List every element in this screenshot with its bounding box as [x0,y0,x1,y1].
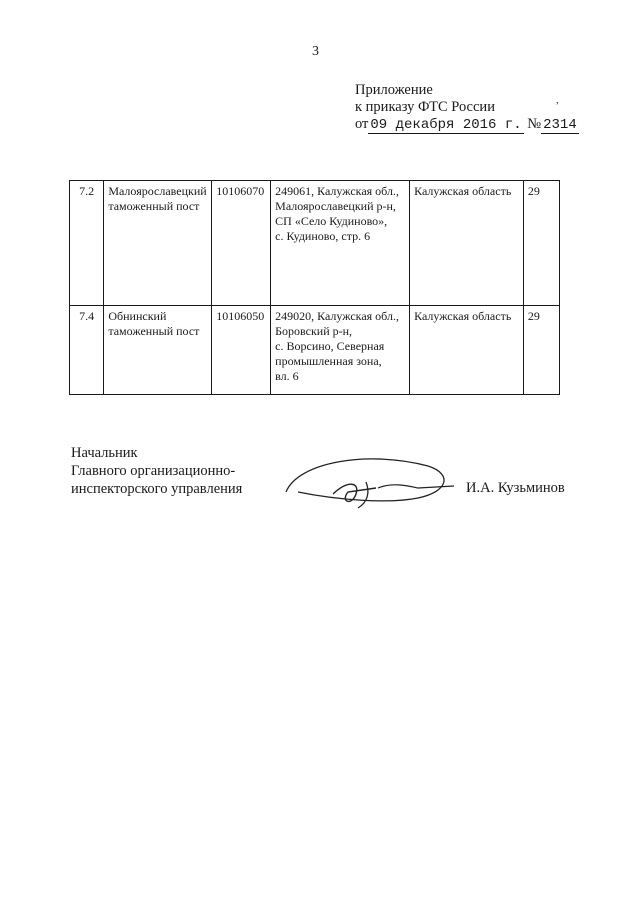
signer-title-line: Главного организационно- [71,463,236,479]
signer-title-line: инспекторского управления [71,481,243,497]
order-number: 2314 [543,117,577,133]
address-line: вл. 6 [275,369,299,383]
page-number: 3 [312,44,319,59]
post-code: 10106070 [212,181,271,306]
signer-title-line: Начальник [71,445,138,461]
post-name [104,306,212,395]
address-line: 249061, Калужская обл., [275,184,399,198]
appendix-header [355,82,579,134]
address-line: Малоярославецкий р-н, [275,199,396,213]
post-name [104,181,212,306]
row-number: 7.4 [70,306,104,395]
address-line: СП «Село Кудиново», [275,214,388,228]
post-address [271,181,410,306]
table-row [70,306,560,395]
post-region: Калужская область [410,306,524,395]
post-code: 10106050 [212,306,271,395]
address-line: промышленная зона, [275,354,382,368]
address-line: Боровский р-н, [275,324,353,338]
order-number-label: № [527,116,542,132]
appendix-order-ref: к приказу ФТС России [355,99,495,115]
row-number: 7.2 [70,181,104,306]
post-address [271,306,410,395]
address-line: с. Кудиново, стр. 6 [275,229,371,243]
post-name-line: таможенный пост [108,199,200,213]
appendix-title: Приложение [355,82,433,98]
handwritten-signature [278,452,458,512]
post-value: 29 [523,181,559,306]
appendix-order-line [355,116,579,134]
customs-posts-table [69,180,560,395]
address-line: с. Ворсино, Северная [275,339,385,353]
order-date: 09 декабря 2016 г. [370,117,522,133]
post-name-line: Малоярославецкий [108,184,207,198]
table-row [70,181,560,306]
address-line: 249020, Калужская обл., [275,309,399,323]
order-from-label: от [355,116,369,132]
stray-mark: , [556,94,559,106]
signer-title [71,444,242,498]
signer-name: И.А. Кузьминов [466,480,565,496]
post-name-line: Обнинский [108,309,167,323]
post-value: 29 [523,306,559,395]
post-region: Калужская область [410,181,524,306]
post-name-line: таможенный пост [108,324,200,338]
